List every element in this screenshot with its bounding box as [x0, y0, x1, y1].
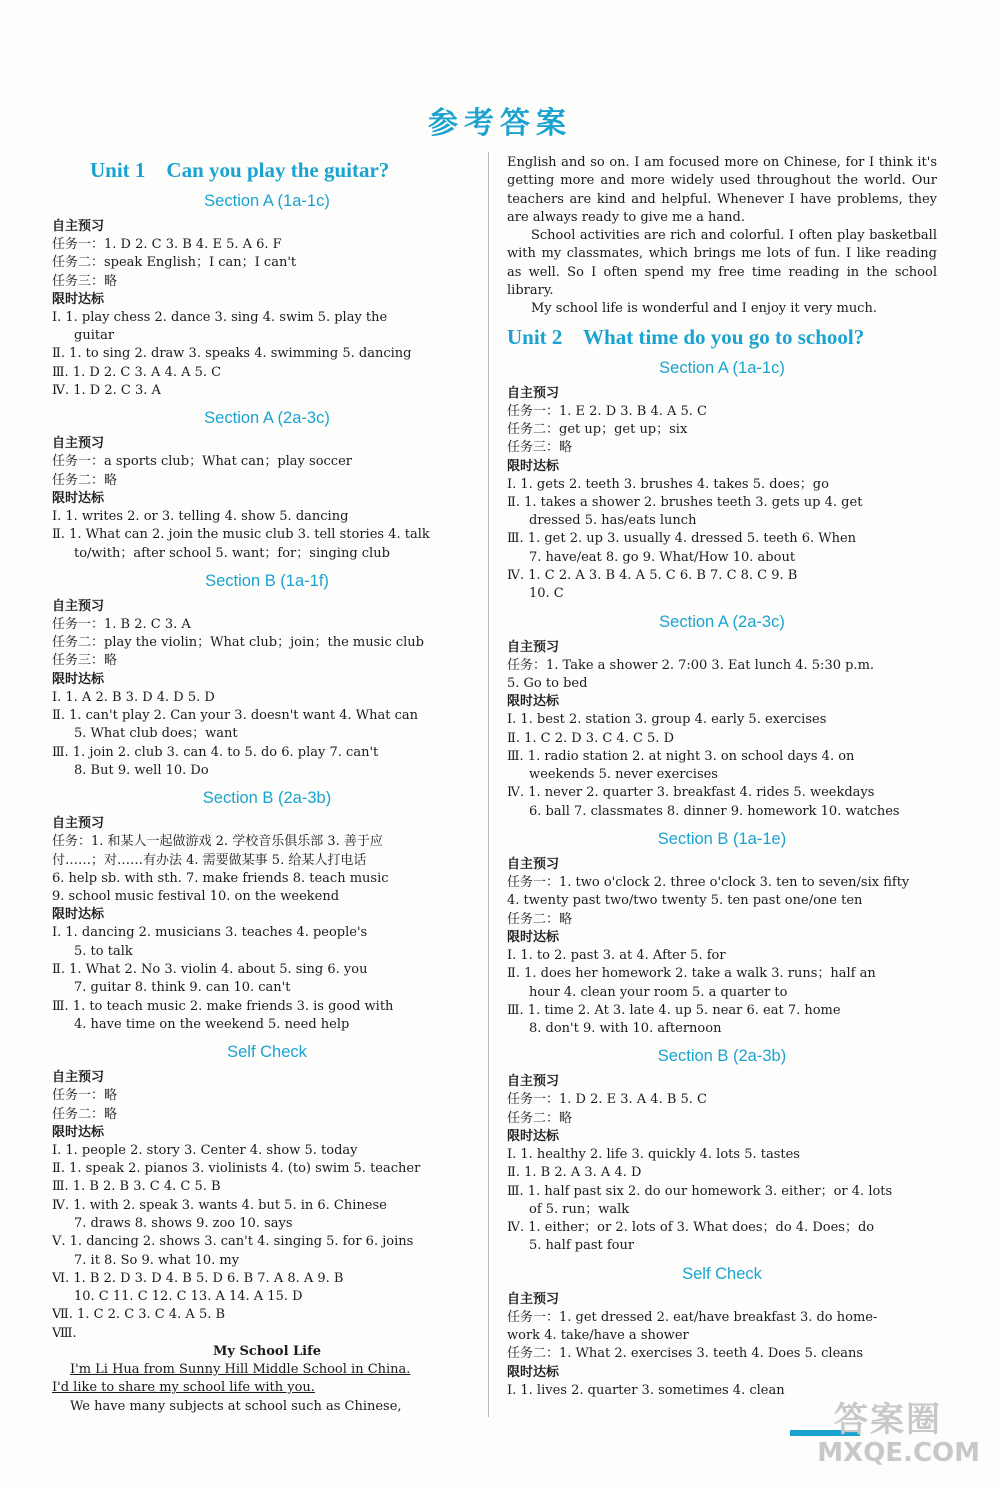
section: [52, 192, 482, 400]
answer-line: Ⅲ. 1. D 2. C 3. A 4. A 5. C: [52, 364, 222, 380]
answer-line: 10. C: [529, 586, 564, 602]
answer-line: 4. have time on the weekend 5. need help: [74, 1016, 350, 1032]
left-column: [52, 152, 482, 1416]
answer-line: 任务一：1. E 2. D 3. B 4. A 5. C: [507, 403, 708, 419]
section-heading: Section A (1a-1c): [659, 358, 785, 377]
subheading-preview: 自主预习: [507, 1291, 560, 1307]
answer-line: 5. Go to bed: [507, 675, 588, 691]
answer-line: 6. ball 7. classmates 8. dinner 9. homework 10. watches: [529, 803, 900, 819]
answer-line: 任务二：1. What 2. exercises 3. teeth 4. Does 5. cleans: [507, 1346, 864, 1362]
subheading-practice: 限时达标: [507, 1364, 560, 1380]
subheading-practice: 限时达标: [507, 929, 560, 945]
answer-line: 任务二：略: [52, 1106, 118, 1122]
section-heading: Section A (2a-3c): [204, 409, 330, 428]
unit-1-title: Unit 1 Can you play the guitar?: [90, 158, 390, 182]
subheading-preview: 自主预习: [507, 1074, 560, 1090]
subheading-preview: 自主预习: [52, 1070, 105, 1086]
essay-line: We have many subjects at school such as Chinese,: [70, 1398, 402, 1414]
answer-line: 任务一：1. D 2. E 3. A 4. B 5. C: [507, 1092, 708, 1108]
answer-line: 6. help sb. with sth. 7. make friends 8. teach music: [52, 870, 389, 886]
section-heading: Section B (2a-3b): [202, 789, 332, 808]
subheading-practice: 限时达标: [52, 1124, 105, 1140]
answer-line: 任务二：略: [52, 472, 118, 488]
answer-line: 付……；对……有办法 4. 需要做某事 5. 给某人打电话: [52, 852, 367, 868]
answer-line: to/with；after school 5. want；for；singing club: [74, 545, 390, 561]
answer-line: 任务二：play the violin；What club；join；the music club: [52, 635, 425, 651]
answer-line: 任务一：1. B 2. C 3. A: [52, 616, 191, 632]
answer-line: 9. school music festival 10. on the weekend: [52, 889, 340, 905]
section: [507, 1265, 937, 1400]
answer-line: Ⅲ. 1. join 2. club 3. can 4. to 5. do 6. play 7. can't: [52, 744, 379, 760]
answer-line: 任务：1. Take a shower 2. 7:00 3. Eat lunch 4. 5:30 p.m.: [507, 657, 875, 673]
answer-line: 任务一：略: [52, 1088, 118, 1104]
section-heading: Section A (2a-3c): [659, 612, 785, 631]
right-column: [507, 154, 937, 1400]
answer-line: Ⅱ. 1. speak 2. pianos 3. violinists 4. (to) swim 5. teacher: [52, 1161, 421, 1177]
section: [507, 613, 937, 821]
section-heading: Section B (1a-1f): [205, 571, 329, 590]
answer-line: Ⅳ. 1. C 2. A 3. B 4. A 5. C 6. B 7. C 8. C 9. B: [507, 568, 798, 584]
answer-line: 任务一：1. two o'clock 2. three o'clock 3. ten to seven/six fifty: [507, 875, 910, 891]
essay-paragraph: English and so on. I am focused more on Chinese, for I think it's getting more and more widely used throughout the world. Our teachers are kind and helpful. Whenever I have problems, they are always ready to give me a hand.: [507, 155, 937, 225]
answer-line: Ⅱ. 1. What can 2. join the music club 3. tell stories 4. talk: [52, 527, 430, 543]
answer-line: Ⅰ. 1. gets 2. teeth 3. brushes 4. takes 5. does；go: [507, 476, 829, 492]
column-divider: [488, 152, 489, 1417]
essay-line: I'm Li Hua from Sunny Hill Middle School in China.: [70, 1362, 411, 1378]
subheading-preview: 自主预习: [52, 436, 105, 452]
watermark: [790, 1392, 980, 1468]
subheading-practice: 限时达标: [52, 907, 105, 923]
answer-line: 任务二：speak English；I can；I can't: [52, 255, 297, 271]
section: [52, 409, 482, 562]
answer-line: 10. C 11. C 12. C 13. A 14. A 15. D: [74, 1289, 303, 1305]
answer-line: 任务二：略: [507, 911, 573, 927]
subheading-preview: 自主预习: [507, 385, 560, 401]
section-heading: Section B (2a-3b): [657, 1047, 787, 1066]
answer-line: Ⅱ. 1. B 2. A 3. A 4. D: [507, 1165, 642, 1181]
answer-line: Ⅳ. 1. never 2. quarter 3. breakfast 4. rides 5. weekdays: [507, 785, 875, 801]
answer-line: dressed 5. has/eats lunch: [529, 513, 697, 529]
answer-line: 任务三：略: [52, 273, 118, 289]
subheading-preview: 自主预习: [52, 598, 105, 614]
watermark-url: MXQE.COM: [817, 1438, 980, 1468]
answer-line: Ⅱ. 1. can't play 2. Can your 3. doesn't want 4. What can: [52, 708, 419, 724]
answer-line: Ⅳ. 1. with 2. speak 3. wants 4. but 5. in 6. Chinese: [52, 1197, 387, 1213]
section: [507, 830, 937, 1038]
section: [52, 572, 482, 780]
answer-line: Ⅶ. 1. C 2. C 3. C 4. A 5. B: [52, 1307, 226, 1323]
subheading-practice: 限时达标: [52, 291, 105, 307]
answer-line: Ⅳ. 1. D 2. C 3. A: [52, 383, 161, 399]
subheading-practice: 限时达标: [507, 458, 560, 474]
section: [52, 789, 482, 1034]
answer-line: Ⅰ. 1. A 2. B 3. D 4. D 5. D: [52, 689, 215, 705]
answer-line: Ⅲ. 1. to teach music 2. make friends 3. is good with: [52, 998, 394, 1014]
answer-line: Ⅱ. 1. to sing 2. draw 3. speaks 4. swimming 5. dancing: [52, 346, 412, 362]
answer-line: 任务一：a sports club；What can；play soccer: [52, 454, 352, 470]
answer-line: Ⅰ. 1. best 2. station 3. group 4. early 5. exercises: [507, 712, 827, 728]
answer-line: 7. draws 8. shows 9. zoo 10. says: [74, 1215, 293, 1231]
essay-paragraph: My school life is wonderful and I enjoy it very much.: [531, 301, 877, 317]
subheading-practice: 限时达标: [52, 490, 105, 506]
section-heading: Self Check: [682, 1264, 762, 1283]
answer-line: hour 4. clean your room 5. a quarter to: [529, 984, 788, 1000]
answer-line: Ⅲ. 1. radio station 2. at night 3. on school days 4. on: [507, 748, 855, 764]
answer-line: 7. have/eat 8. go 9. What/How 10. about: [529, 549, 796, 565]
watermark-logo: 答案圈: [834, 1400, 942, 1440]
section: [507, 359, 937, 604]
section-heading: Section B (1a-1e): [657, 830, 787, 849]
answer-line: 8. don't 9. with 10. afternoon: [529, 1021, 722, 1037]
answer-line: Ⅵ. 1. B 2. D 3. D 4. B 5. D 6. B 7. A 8. A 9. B: [52, 1270, 344, 1286]
unit-2-title: Unit 2 What time do you go to school?: [507, 324, 865, 349]
answer-line: Ⅰ. 1. play chess 2. dance 3. sing 4. swim 5. play the: [52, 309, 388, 325]
essay-title: My School Life: [213, 1344, 321, 1360]
answer-line: 8. But 9. well 10. Do: [74, 762, 209, 778]
answer-line: Ⅲ. 1. half past six 2. do our homework 3. either；or 4. lots: [507, 1183, 893, 1199]
subheading-practice: 限时达标: [507, 1128, 560, 1144]
answer-line: 任务一：1. get dressed 2. eat/have breakfast 3. do home-: [507, 1309, 878, 1325]
answer-line: of 5. run；walk: [529, 1201, 630, 1217]
answer-line: Ⅲ. 1. get 2. up 3. usually 4. dressed 5. teeth 6. When: [507, 531, 857, 547]
subheading-preview: 自主预习: [52, 816, 105, 832]
answer-line: Ⅱ. 1. takes a shower 2. brushes teeth 3. gets up 4. get: [507, 494, 863, 510]
answer-line: Ⅰ. 1. dancing 2. musicians 3. teaches 4. people's: [52, 925, 368, 941]
answer-line: 7. it 8. So 9. what 10. my: [74, 1252, 240, 1268]
subheading-preview: 自主预习: [507, 857, 560, 873]
section: [52, 1043, 482, 1343]
essay-line: I'd like to share my school life with you.: [52, 1380, 315, 1396]
answer-line: 任务三：略: [52, 653, 118, 669]
answer-line: 5. half past four: [529, 1238, 635, 1254]
subheading-practice: 限时达标: [52, 671, 105, 687]
answer-line: Ⅰ. 1. to 2. past 3. at 4. After 5. for: [507, 947, 726, 963]
answer-line: Ⅱ. 1. What 2. No 3. violin 4. about 5. sing 6. you: [52, 962, 368, 978]
answer-line: Ⅲ. 1. time 2. At 3. late 4. up 5. near 6. eat 7. home: [507, 1002, 841, 1018]
answer-line: weekends 5. never exercises: [529, 767, 718, 783]
answer-line: 任务：1. 和某人一起做游戏 2. 学校音乐俱乐部 3. 善于应: [52, 834, 383, 850]
answer-line: Ⅰ. 1. healthy 2. life 3. quickly 4. lots 5. tastes: [507, 1146, 800, 1162]
answer-line: Ⅱ. 1. does her homework 2. take a walk 3. runs；half an: [507, 966, 876, 982]
subheading-preview: 自主预习: [507, 639, 560, 655]
answer-line: Ⅴ. 1. dancing 2. shows 3. can't 4. singing 5. for 6. joins: [52, 1234, 414, 1250]
section-heading: Self Check: [227, 1043, 307, 1062]
answer-line: 任务二：略: [507, 1110, 573, 1126]
answer-line: Ⅰ. 1. people 2. story 3. Center 4. show 5. today: [52, 1142, 358, 1158]
essay-paragraph: School activities are rich and colorful. I often play basketball with my classmates, which brings me lots of fun. I like reading as well. So I often spend my free time reading in the school library.: [507, 228, 937, 299]
answer-line: Ⅳ. 1. either；or 2. lots of 3. What does；do 4. Does；do: [507, 1220, 875, 1236]
answer-line: 5. What club does；want: [74, 726, 238, 742]
answer-line: Ⅱ. 1. C 2. D 3. C 4. C 5. D: [507, 730, 674, 746]
answer-line: 任务三：略: [507, 440, 573, 456]
answer-line: Ⅷ.: [52, 1325, 77, 1341]
answer-line: Ⅲ. 1. B 2. B 3. C 4. C 5. B: [52, 1179, 221, 1195]
answer-line: 5. to talk: [74, 943, 133, 959]
answer-line: 任务二：get up；get up；six: [507, 421, 688, 437]
answer-line: 7. guitar 8. think 9. can 10. can't: [74, 980, 291, 996]
answer-line: guitar: [74, 328, 115, 344]
subheading-preview: 自主预习: [52, 219, 105, 234]
answer-line: work 4. take/have a shower: [507, 1328, 689, 1344]
page-title: 参考答案: [428, 106, 572, 141]
answer-line: 任务一：1. D 2. C 3. B 4. E 5. A 6. F: [52, 237, 282, 252]
subheading-practice: 限时达标: [507, 694, 560, 710]
section-heading: Section A (1a-1c): [204, 192, 330, 210]
answer-line: Ⅰ. 1. lives 2. quarter 3. sometimes 4. clean: [507, 1382, 785, 1398]
answer-line: 4. twenty past two/two twenty 5. ten past one/one ten: [507, 893, 863, 909]
answer-line: Ⅰ. 1. writes 2. or 3. telling 4. show 5. dancing: [52, 508, 349, 524]
section: [507, 1047, 937, 1255]
